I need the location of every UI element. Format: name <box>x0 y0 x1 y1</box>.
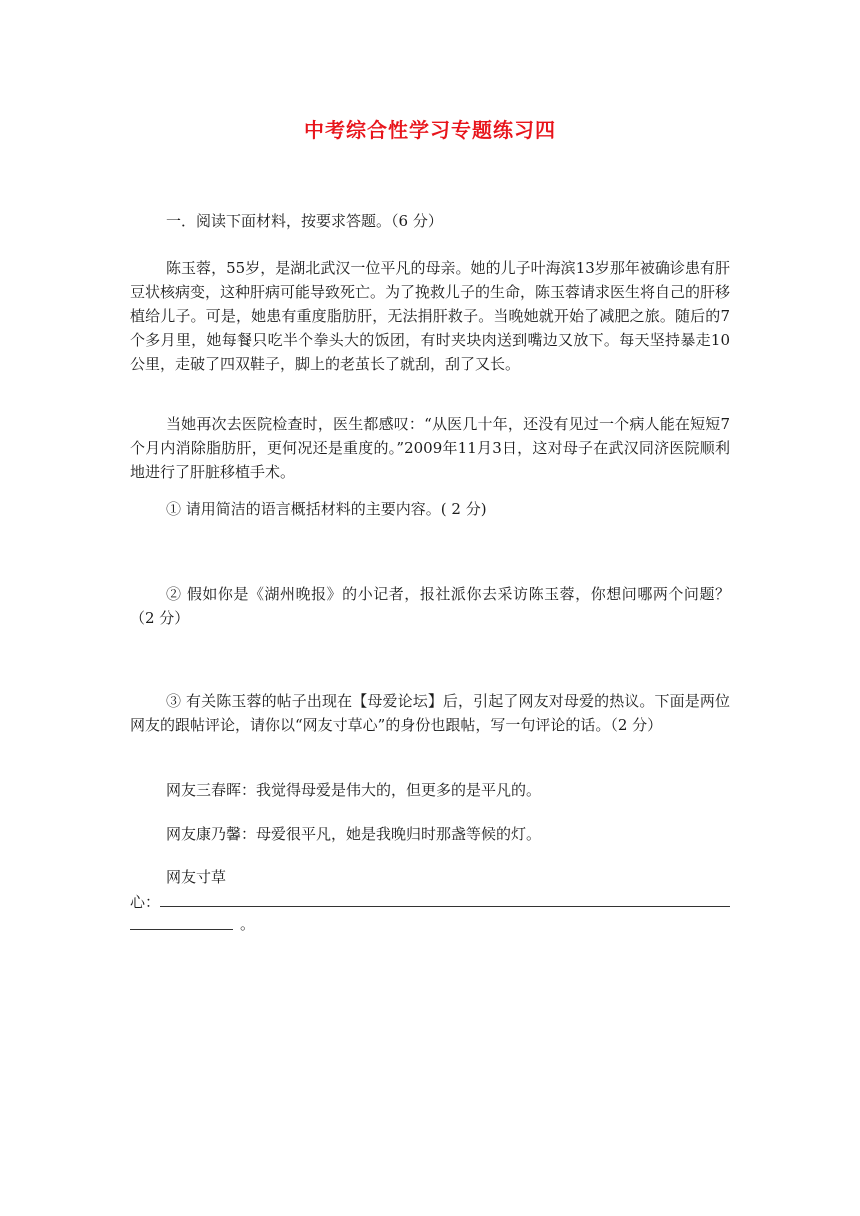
answer-blank-line-1[interactable] <box>160 906 730 907</box>
comment-sanchunhui: 网友三春晖：我觉得母爱是伟大的，但更多的是平凡的。 <box>166 781 542 799</box>
comment-cuncaoxin-label-end: 心： <box>130 893 161 911</box>
comment-cuncaoxin-label: 网友寸草 <box>166 868 227 886</box>
answer-end-mark: 。 <box>240 915 256 933</box>
section-heading: 一．阅读下面材料，按要求答题。（6 分） <box>166 212 443 230</box>
page-title: 中考综合性学习专题练习四 <box>304 118 556 142</box>
material-paragraph-2: 当她再次去医院检查时，医生都感叹：“从医几十年，还没有见过一个病人能在短短7个月内消除脂肪肝，更何况还是重度的。”2009年11月3日，这对母子在武汉同济医院顺利地进行了肝脏移植手术。 <box>130 415 730 481</box>
answer-blank-line-2[interactable] <box>130 929 233 930</box>
answer-line <box>130 890 730 914</box>
comment-kangnaixin: 网友康乃馨：母爱很平凡，她是我晚归时那盏等候的灯。 <box>166 825 542 843</box>
material-paragraph-1: 陈玉蓉，55岁，是湖北武汉一位平凡的母亲。她的儿子叶海滨13岁那年被确诊患有肝豆状核病变，这种肝病可能导致死亡。为了挽救儿子的生命，陈玉蓉请求医生将自己的肝移植给儿子。可是，她患有重度脂肪肝，无法捐肝救子。当晚她就开始了减肥之旅。随后的7个多月里，她每餐只吃半个拳头大的饭团，有时夹块肉送到嘴边又放下。每天坚持暴走10公里，走破了四双鞋子，脚上的老茧长了就刮，刮了又长。 <box>130 259 731 373</box>
question-1: ① 请用简洁的语言概括材料的主要内容。( 2 分) <box>166 500 487 518</box>
question-3: ③ 有关陈玉蓉的帖子出现在【母爱论坛】后，引起了网友对母爱的热议。下面是两位网友的跟帖评论，请你以“网友寸草心”的身份也跟帖，写一句评论的话。（2 分） <box>130 692 730 734</box>
question-2: ② 假如你是《湖州晚报》的小记者，报社派你去采访陈玉蓉，你想问哪两个问题？（2 分） <box>130 585 730 627</box>
